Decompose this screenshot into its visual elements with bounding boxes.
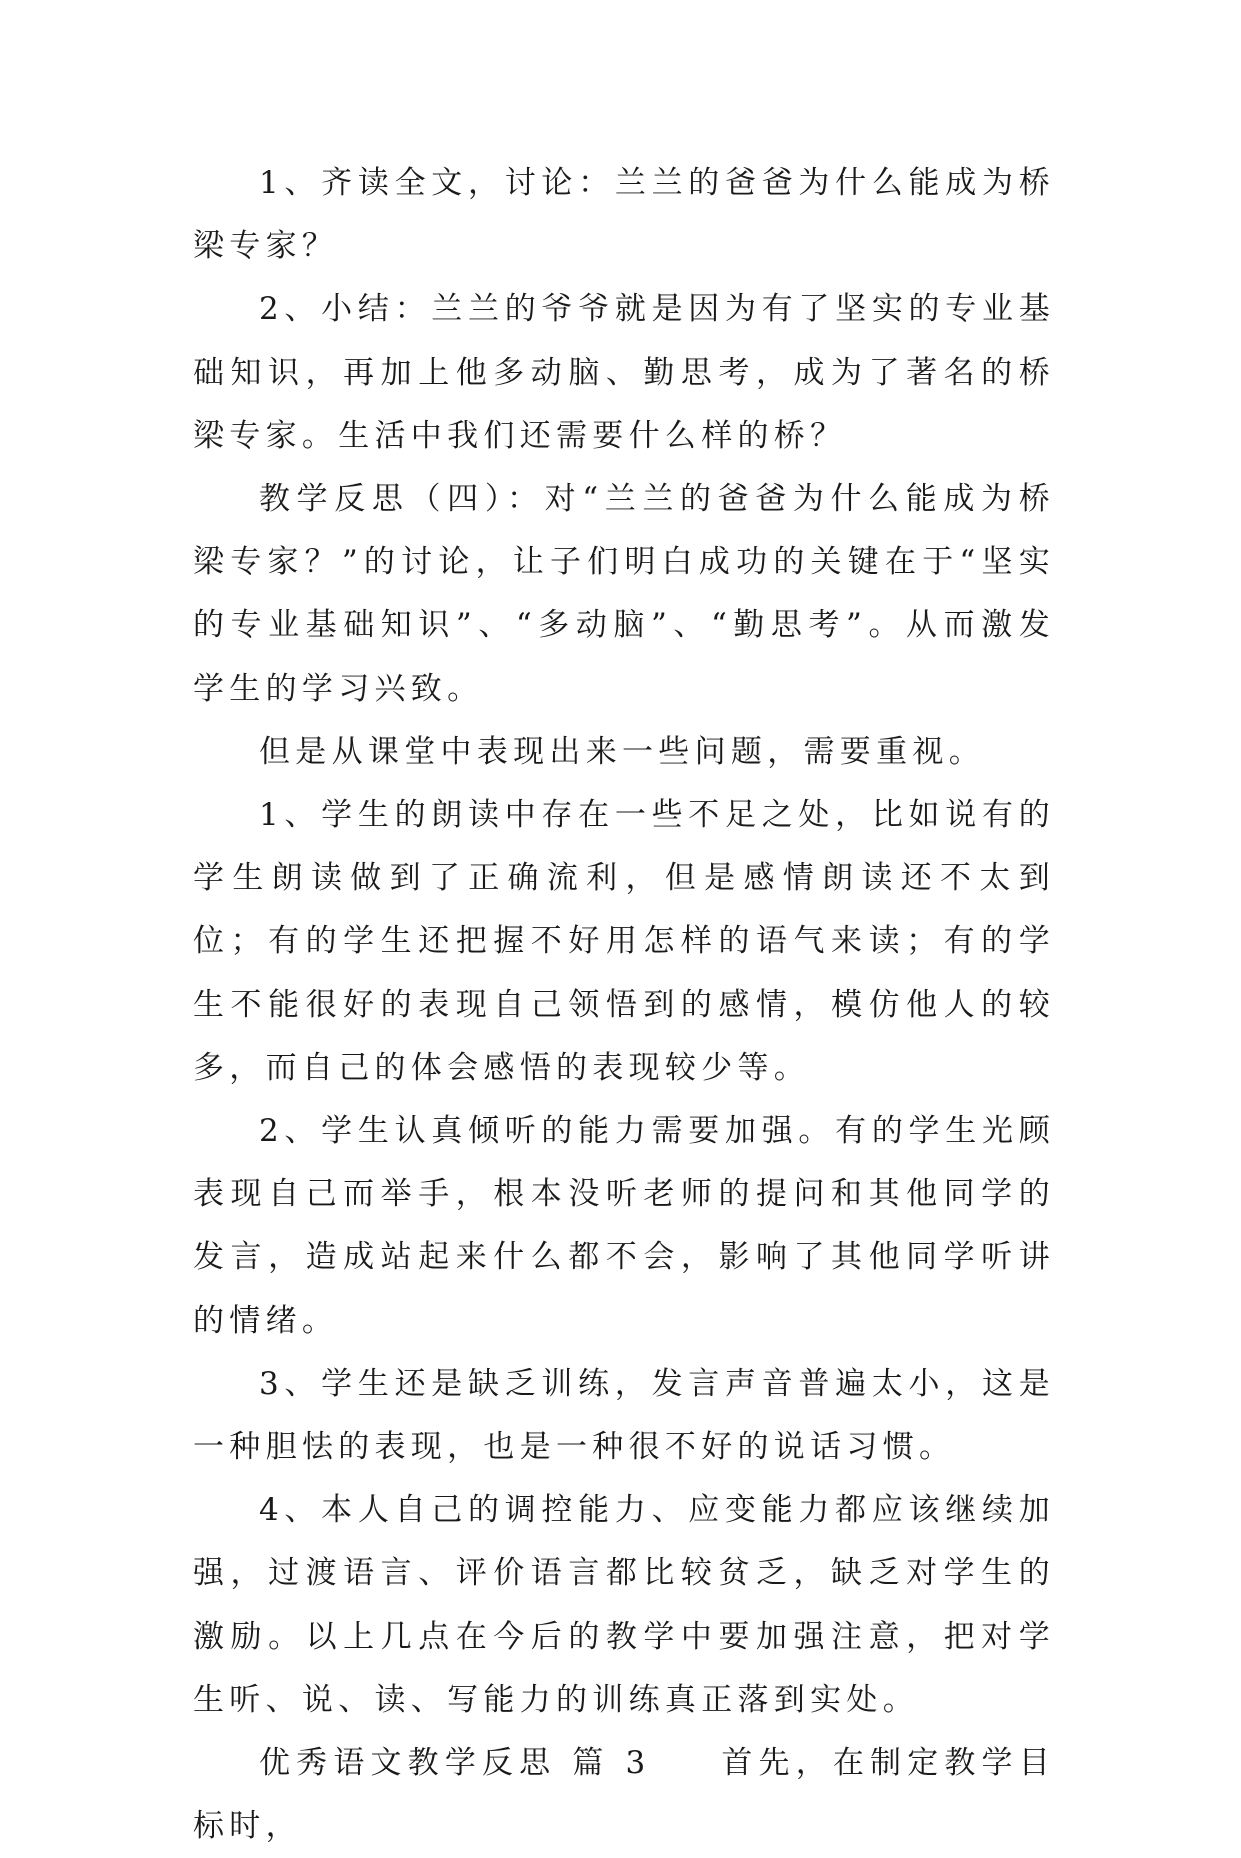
paragraph-4: 但是从课堂中表现出来一些问题，需要重视。 (259, 733, 985, 770)
section-continuation: 首先，在制定教学目标时， (193, 1745, 1055, 1845)
paragraph-8: 4、本人自己的调控能力、应变能力都应该继续加强，过渡语言、评价语言都比较贫乏，缺乏对学生的激励。以上几点在今后的教学中要加强注意，把对学生听、说、读、写能力的训练真正落到实处。 (193, 1492, 1055, 1718)
paragraph-2: 2、小结：兰兰的爷爷就是因为有了坚实的专业基础知识，再加上他多动脑、勤思考，成为了著名的桥梁专家。生活中我们还需要什么样的桥？ (193, 291, 1055, 454)
paragraph-5: 1、学生的朗读中存在一些不足之处，比如说有的学生朗读做到了正确流利，但是感情朗读还不太到位；有的学生还把握不好用怎样的语气来读；有的学生不能很好的表现自己领悟到的感情，模仿他人的较多，而自己的体会感悟的表现较少等。 (193, 797, 1055, 1086)
document-body (193, 152, 1055, 1858)
paragraph-3: 教学反思（四）：对“兰兰的爸爸为什么能成为桥梁专家？”的讨论，让子们明白成功的关键在于“坚实的专业基础知识”、“多动脑”、“勤思考”。从而激发学生的学习兴致。 (193, 481, 1055, 707)
paragraph-6: 2、学生认真倾听的能力需要加强。有的学生光顾表现自己而举手，根本没听老师的提问和其他同学的发言，造成站起来什么都不会，影响了其他同学听讲的情绪。 (193, 1113, 1055, 1339)
section-heading: 优秀语文教学反思 篇 3 (259, 1745, 651, 1782)
section-heading-line (193, 1732, 1055, 1858)
paragraph-7: 3、学生还是缺乏训练，发言声音普遍太小，这是一种胆怯的表现，也是一种很不好的说话习惯。 (193, 1365, 1055, 1466)
paragraph-1: 1、齐读全文，讨论：兰兰的爸爸为什么能成为桥梁专家？ (193, 165, 1055, 265)
